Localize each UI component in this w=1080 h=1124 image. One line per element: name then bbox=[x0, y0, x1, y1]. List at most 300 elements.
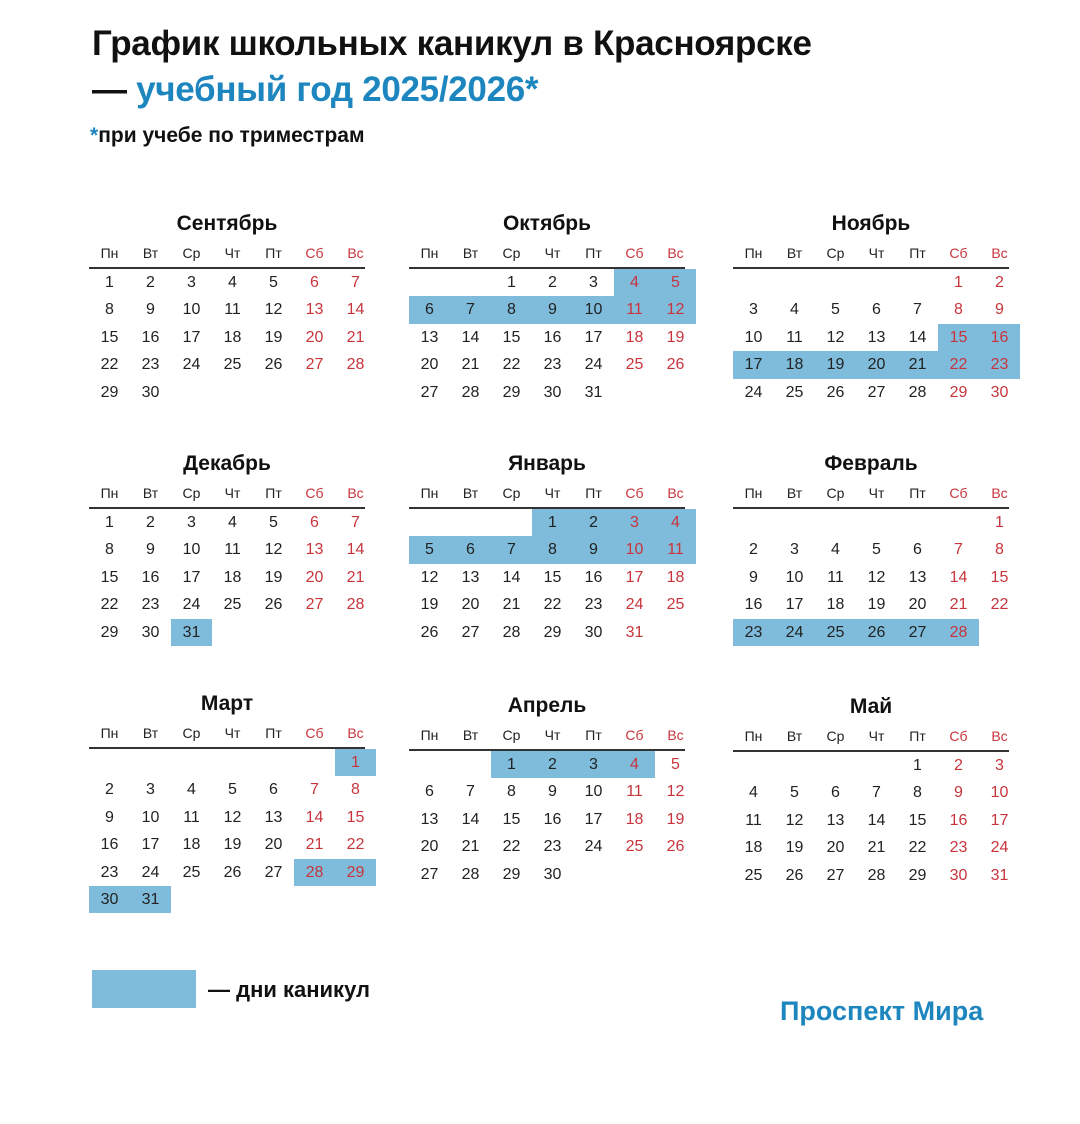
holiday-day: 11 bbox=[614, 296, 655, 323]
weekday-label: Сб bbox=[625, 727, 644, 743]
day-cell: 2 bbox=[749, 541, 758, 559]
day-cell: 14 bbox=[305, 808, 324, 826]
day-cell: 25 bbox=[182, 863, 201, 881]
holiday-day: 17 bbox=[733, 351, 774, 378]
day-cell: 26 bbox=[264, 356, 283, 374]
day-cell: 29 bbox=[543, 623, 562, 641]
day-cell: 24 bbox=[625, 596, 644, 614]
weekday-label: Ср bbox=[502, 727, 521, 743]
school-year: учебный год 2025/2026* bbox=[136, 70, 539, 109]
day-cell: 26 bbox=[420, 623, 439, 641]
day-cell: 20 bbox=[305, 568, 324, 586]
weekday-label: Пт bbox=[585, 485, 602, 501]
holiday-day: 4 bbox=[614, 269, 655, 296]
weekday-label: Сб bbox=[305, 725, 324, 741]
day-cell: 21 bbox=[346, 328, 365, 346]
holiday-day: 1 bbox=[532, 509, 573, 536]
day-cell: 16 bbox=[744, 596, 763, 614]
day-cell: 29 bbox=[100, 383, 119, 401]
day-cell: 28 bbox=[867, 866, 886, 884]
holiday-day: 20 bbox=[856, 351, 897, 378]
holiday-day: 25 bbox=[815, 619, 856, 646]
day-cell: 23 bbox=[543, 838, 562, 856]
month-october bbox=[409, 209, 685, 406]
holiday-day: 1 bbox=[491, 751, 532, 778]
day-cell: 21 bbox=[461, 838, 480, 856]
day-cell: 9 bbox=[105, 808, 114, 826]
holiday-day: 11 bbox=[655, 536, 696, 563]
day-cell: 15 bbox=[543, 568, 562, 586]
month-april bbox=[409, 691, 685, 888]
holiday-day: 5 bbox=[409, 536, 450, 563]
day-grid bbox=[733, 269, 1009, 406]
weekday-label: Вс bbox=[991, 245, 1008, 261]
day-cell: 2 bbox=[548, 274, 557, 291]
weekday-header bbox=[409, 239, 685, 269]
holiday-day: 3 bbox=[614, 509, 655, 536]
weekday-label: Чт bbox=[224, 485, 241, 501]
day-cell: 19 bbox=[420, 596, 439, 614]
weekday-label: Сб bbox=[305, 485, 324, 501]
day-cell: 8 bbox=[105, 541, 114, 559]
weekday-label: Сб bbox=[305, 245, 324, 261]
day-cell: 3 bbox=[790, 541, 799, 559]
weekday-label: Пт bbox=[265, 725, 282, 741]
holiday-day: 15 bbox=[938, 324, 979, 351]
weekday-label: Вт bbox=[786, 485, 803, 501]
weekday-label: Вс bbox=[667, 727, 684, 743]
holiday-day: 28 bbox=[938, 619, 979, 646]
day-cell: 14 bbox=[908, 328, 927, 346]
day-cell: 18 bbox=[625, 328, 644, 346]
empty-cell bbox=[89, 749, 130, 776]
day-cell: 8 bbox=[351, 781, 360, 799]
day-cell: 7 bbox=[466, 783, 475, 801]
month-name: Ноябрь bbox=[831, 212, 911, 235]
day-cell: 29 bbox=[949, 383, 968, 401]
day-cell: 16 bbox=[543, 810, 562, 828]
day-cell: 31 bbox=[990, 866, 1009, 884]
day-cell: 9 bbox=[749, 568, 758, 586]
empty-cell bbox=[774, 509, 815, 536]
weekday-label: Пн bbox=[744, 728, 763, 744]
day-cell: 24 bbox=[182, 356, 201, 374]
day-cell: 10 bbox=[785, 568, 804, 586]
day-cell: 15 bbox=[346, 808, 365, 826]
day-cell: 1 bbox=[507, 274, 516, 291]
weekday-label: Пн bbox=[420, 485, 439, 501]
day-cell: 22 bbox=[543, 596, 562, 614]
holiday-day: 5 bbox=[655, 269, 696, 296]
day-cell: 8 bbox=[954, 301, 963, 319]
weekday-label: Чт bbox=[224, 725, 241, 741]
holiday-day: 19 bbox=[815, 351, 856, 378]
holiday-day: 7 bbox=[450, 296, 491, 323]
day-cell: 7 bbox=[954, 541, 963, 559]
day-cell: 6 bbox=[425, 783, 434, 801]
day-cell: 9 bbox=[548, 783, 557, 801]
empty-cell bbox=[856, 269, 897, 296]
empty-cell bbox=[450, 509, 491, 536]
weekday-label: Вт bbox=[786, 245, 803, 261]
day-cell: 16 bbox=[584, 568, 603, 586]
day-cell: 26 bbox=[785, 866, 804, 884]
holiday-day: 31 bbox=[171, 619, 212, 646]
day-cell: 6 bbox=[269, 781, 278, 799]
weekday-label: Вс bbox=[667, 245, 684, 261]
holiday-day: 10 bbox=[614, 536, 655, 563]
weekday-label: Ср bbox=[826, 245, 845, 261]
weekday-label: Пт bbox=[909, 245, 926, 261]
day-cell: 18 bbox=[826, 596, 845, 614]
weekday-label: Сб bbox=[625, 485, 644, 501]
day-cell: 21 bbox=[461, 356, 480, 374]
weekday-label: Чт bbox=[544, 485, 561, 501]
empty-cell bbox=[774, 752, 815, 779]
day-cell: 2 bbox=[954, 757, 963, 774]
weekday-label: Чт bbox=[544, 245, 561, 261]
holiday-day: 28 bbox=[294, 859, 335, 886]
day-cell: 30 bbox=[141, 623, 160, 641]
day-cell: 26 bbox=[264, 596, 283, 614]
holiday-day: 2 bbox=[532, 751, 573, 778]
holiday-day: 6 bbox=[409, 296, 450, 323]
weekday-label: Ср bbox=[502, 485, 521, 501]
day-cell: 12 bbox=[264, 301, 283, 319]
day-cell: 25 bbox=[223, 356, 242, 374]
weekday-label: Вт bbox=[142, 485, 159, 501]
day-cell: 30 bbox=[949, 866, 968, 884]
day-grid bbox=[409, 269, 685, 406]
day-cell: 23 bbox=[141, 596, 160, 614]
day-cell: 8 bbox=[913, 784, 922, 802]
day-cell: 3 bbox=[589, 274, 598, 291]
day-cell: 17 bbox=[182, 328, 201, 346]
weekday-label: Чт bbox=[224, 245, 241, 261]
day-cell: 28 bbox=[346, 596, 365, 614]
day-cell: 12 bbox=[223, 808, 242, 826]
day-cell: 15 bbox=[100, 328, 119, 346]
day-cell: 22 bbox=[502, 356, 521, 374]
day-cell: 22 bbox=[346, 836, 365, 854]
day-cell: 1 bbox=[913, 757, 922, 774]
day-cell: 10 bbox=[182, 541, 201, 559]
weekday-label: Вс bbox=[347, 485, 364, 501]
day-cell: 8 bbox=[995, 541, 1004, 559]
day-cell: 21 bbox=[502, 596, 521, 614]
day-cell: 22 bbox=[908, 839, 927, 857]
empty-cell bbox=[815, 269, 856, 296]
holiday-day: 2 bbox=[573, 509, 614, 536]
day-cell: 3 bbox=[749, 301, 758, 319]
day-cell: 8 bbox=[507, 783, 516, 801]
day-cell: 6 bbox=[872, 301, 881, 319]
holiday-day: 16 bbox=[979, 324, 1020, 351]
weekday-label: Чт bbox=[868, 728, 885, 744]
day-cell: 29 bbox=[502, 383, 521, 401]
day-cell: 11 bbox=[224, 301, 241, 319]
day-cell: 23 bbox=[543, 356, 562, 374]
day-cell: 30 bbox=[990, 383, 1009, 401]
day-cell: 5 bbox=[872, 541, 881, 559]
month-may bbox=[733, 692, 1009, 889]
month-name: Апрель bbox=[507, 694, 587, 717]
weekday-label: Чт bbox=[868, 485, 885, 501]
empty-cell bbox=[774, 269, 815, 296]
day-cell: 24 bbox=[990, 839, 1009, 857]
day-cell: 14 bbox=[461, 810, 480, 828]
empty-cell bbox=[491, 509, 532, 536]
empty-cell bbox=[450, 269, 491, 296]
day-cell: 16 bbox=[141, 328, 160, 346]
day-cell: 10 bbox=[584, 783, 603, 801]
day-grid bbox=[409, 509, 685, 646]
day-cell: 25 bbox=[625, 838, 644, 856]
holiday-day: 4 bbox=[614, 751, 655, 778]
empty-cell bbox=[171, 749, 212, 776]
empty-cell bbox=[130, 749, 171, 776]
day-cell: 26 bbox=[223, 863, 242, 881]
day-cell: 11 bbox=[224, 541, 241, 559]
holiday-day: 29 bbox=[335, 859, 376, 886]
day-cell: 29 bbox=[908, 866, 927, 884]
day-cell: 17 bbox=[625, 568, 644, 586]
day-cell: 29 bbox=[502, 865, 521, 883]
day-cell: 13 bbox=[264, 808, 283, 826]
day-cell: 6 bbox=[831, 784, 840, 802]
day-cell: 8 bbox=[105, 301, 114, 319]
month-name: Октябрь bbox=[502, 212, 592, 235]
day-cell: 27 bbox=[305, 596, 324, 614]
weekday-label: Вс bbox=[991, 728, 1008, 744]
day-grid bbox=[89, 749, 365, 913]
empty-cell bbox=[938, 509, 979, 536]
day-cell: 28 bbox=[502, 623, 521, 641]
day-cell: 9 bbox=[954, 784, 963, 802]
empty-cell bbox=[409, 269, 450, 296]
day-cell: 25 bbox=[744, 866, 763, 884]
day-cell: 28 bbox=[461, 383, 480, 401]
day-cell: 27 bbox=[305, 356, 324, 374]
weekday-header bbox=[409, 479, 685, 509]
day-cell: 6 bbox=[913, 541, 922, 559]
day-cell: 10 bbox=[990, 784, 1009, 802]
footnote-star: * bbox=[90, 124, 99, 147]
holiday-day: 27 bbox=[897, 619, 938, 646]
day-cell: 9 bbox=[146, 301, 155, 319]
day-cell: 20 bbox=[461, 596, 480, 614]
day-cell: 4 bbox=[187, 781, 196, 799]
day-cell: 13 bbox=[305, 301, 324, 319]
day-cell: 15 bbox=[502, 810, 521, 828]
day-cell: 21 bbox=[346, 568, 365, 586]
day-grid bbox=[733, 752, 1009, 889]
holiday-day: 8 bbox=[491, 296, 532, 323]
weekday-label: Вт bbox=[462, 727, 479, 743]
day-cell: 22 bbox=[100, 596, 119, 614]
empty-cell bbox=[856, 752, 897, 779]
day-cell: 20 bbox=[420, 838, 439, 856]
empty-cell bbox=[733, 509, 774, 536]
weekday-label: Пн bbox=[100, 485, 119, 501]
day-cell: 5 bbox=[228, 781, 237, 799]
month-november bbox=[733, 209, 1009, 406]
weekday-header bbox=[733, 722, 1009, 752]
day-cell: 12 bbox=[826, 328, 845, 346]
weekday-label: Вс bbox=[991, 485, 1008, 501]
day-cell: 20 bbox=[420, 356, 439, 374]
weekday-label: Ср bbox=[826, 728, 845, 744]
day-cell: 27 bbox=[867, 383, 886, 401]
day-cell: 12 bbox=[420, 568, 439, 586]
day-cell: 15 bbox=[908, 811, 927, 829]
empty-cell bbox=[212, 749, 253, 776]
day-cell: 4 bbox=[228, 514, 237, 531]
day-cell: 26 bbox=[666, 838, 685, 856]
day-cell: 28 bbox=[346, 356, 365, 374]
day-cell: 15 bbox=[990, 568, 1009, 586]
day-cell: 14 bbox=[949, 568, 968, 586]
day-cell: 16 bbox=[949, 811, 968, 829]
day-cell: 31 bbox=[584, 383, 603, 401]
day-cell: 5 bbox=[269, 274, 278, 291]
day-cell: 14 bbox=[502, 568, 521, 586]
day-cell: 4 bbox=[831, 541, 840, 559]
weekday-label: Вс bbox=[347, 725, 364, 741]
month-name: Март bbox=[200, 692, 254, 715]
day-cell: 2 bbox=[146, 274, 155, 291]
day-cell: 27 bbox=[420, 383, 439, 401]
day-cell: 6 bbox=[310, 514, 319, 531]
day-cell: 9 bbox=[146, 541, 155, 559]
month-name: Февраль bbox=[824, 452, 918, 475]
day-cell: 17 bbox=[990, 811, 1009, 829]
day-cell: 10 bbox=[744, 328, 763, 346]
holiday-day: 31 bbox=[130, 886, 171, 913]
weekday-label: Ср bbox=[182, 485, 201, 501]
day-cell: 13 bbox=[420, 328, 439, 346]
day-cell: 20 bbox=[264, 836, 283, 854]
holiday-day: 12 bbox=[655, 296, 696, 323]
weekday-header bbox=[89, 239, 365, 269]
day-cell: 18 bbox=[223, 328, 242, 346]
day-cell: 17 bbox=[584, 328, 603, 346]
day-cell: 17 bbox=[182, 568, 201, 586]
holiday-day: 10 bbox=[573, 296, 614, 323]
day-cell: 27 bbox=[264, 863, 283, 881]
empty-cell bbox=[897, 269, 938, 296]
day-cell: 1 bbox=[995, 514, 1004, 531]
weekday-label: Пн bbox=[744, 485, 763, 501]
day-cell: 2 bbox=[995, 274, 1004, 291]
empty-cell bbox=[253, 749, 294, 776]
weekday-label: Чт bbox=[544, 727, 561, 743]
day-cell: 5 bbox=[790, 784, 799, 802]
day-cell: 15 bbox=[502, 328, 521, 346]
day-cell: 21 bbox=[949, 596, 968, 614]
weekday-label: Пт bbox=[909, 485, 926, 501]
day-grid bbox=[89, 269, 365, 406]
weekday-label: Вс bbox=[667, 485, 684, 501]
weekday-label: Сб bbox=[949, 485, 968, 501]
day-grid bbox=[733, 509, 1009, 646]
page-subtitle bbox=[92, 70, 538, 110]
day-cell: 25 bbox=[625, 356, 644, 374]
day-cell: 9 bbox=[995, 301, 1004, 319]
day-cell: 17 bbox=[785, 596, 804, 614]
day-cell: 27 bbox=[461, 623, 480, 641]
weekday-label: Пн bbox=[744, 245, 763, 261]
day-cell: 19 bbox=[666, 328, 685, 346]
day-cell: 13 bbox=[305, 541, 324, 559]
day-grid bbox=[89, 509, 365, 646]
month-january bbox=[409, 449, 685, 646]
day-cell: 13 bbox=[461, 568, 480, 586]
day-cell: 12 bbox=[264, 541, 283, 559]
day-cell: 7 bbox=[872, 784, 881, 802]
day-cell: 18 bbox=[223, 568, 242, 586]
empty-cell bbox=[733, 752, 774, 779]
day-cell: 17 bbox=[141, 836, 160, 854]
day-cell: 24 bbox=[584, 356, 603, 374]
weekday-label: Пн bbox=[420, 727, 439, 743]
month-name: Январь bbox=[508, 452, 586, 475]
day-cell: 10 bbox=[141, 808, 160, 826]
empty-cell bbox=[409, 509, 450, 536]
day-cell: 24 bbox=[182, 596, 201, 614]
day-cell: 18 bbox=[744, 839, 763, 857]
holiday-day: 24 bbox=[774, 619, 815, 646]
day-cell: 28 bbox=[461, 865, 480, 883]
empty-cell bbox=[815, 509, 856, 536]
day-cell: 12 bbox=[666, 783, 685, 801]
day-cell: 18 bbox=[182, 836, 201, 854]
day-cell: 7 bbox=[913, 301, 922, 319]
footnote-text: при учебе по триместрам bbox=[98, 124, 365, 147]
day-cell: 29 bbox=[100, 623, 119, 641]
day-cell: 2 bbox=[146, 514, 155, 531]
day-cell: 16 bbox=[543, 328, 562, 346]
weekday-label: Пт bbox=[265, 245, 282, 261]
weekday-label: Вт bbox=[786, 728, 803, 744]
day-cell: 11 bbox=[183, 808, 200, 826]
empty-cell bbox=[815, 752, 856, 779]
day-cell: 11 bbox=[745, 811, 762, 829]
day-cell: 11 bbox=[626, 783, 643, 801]
weekday-header bbox=[733, 239, 1009, 269]
brand-logo: Проспект Мира bbox=[780, 996, 984, 1026]
holiday-day: 21 bbox=[897, 351, 938, 378]
day-cell: 13 bbox=[826, 811, 845, 829]
holiday-day: 9 bbox=[573, 536, 614, 563]
day-cell: 11 bbox=[786, 328, 803, 346]
day-cell: 1 bbox=[105, 514, 114, 531]
day-cell: 13 bbox=[867, 328, 886, 346]
weekday-label: Пн bbox=[420, 245, 439, 261]
day-cell: 31 bbox=[625, 623, 644, 641]
weekday-label: Сб bbox=[949, 728, 968, 744]
day-cell: 15 bbox=[100, 568, 119, 586]
empty-cell bbox=[409, 751, 450, 778]
holiday-day: 3 bbox=[573, 751, 614, 778]
day-cell: 19 bbox=[264, 328, 283, 346]
day-cell: 7 bbox=[310, 781, 319, 799]
weekday-label: Сб bbox=[625, 245, 644, 261]
weekday-header bbox=[733, 479, 1009, 509]
day-cell: 22 bbox=[100, 356, 119, 374]
day-cell: 3 bbox=[146, 781, 155, 799]
day-cell: 23 bbox=[584, 596, 603, 614]
